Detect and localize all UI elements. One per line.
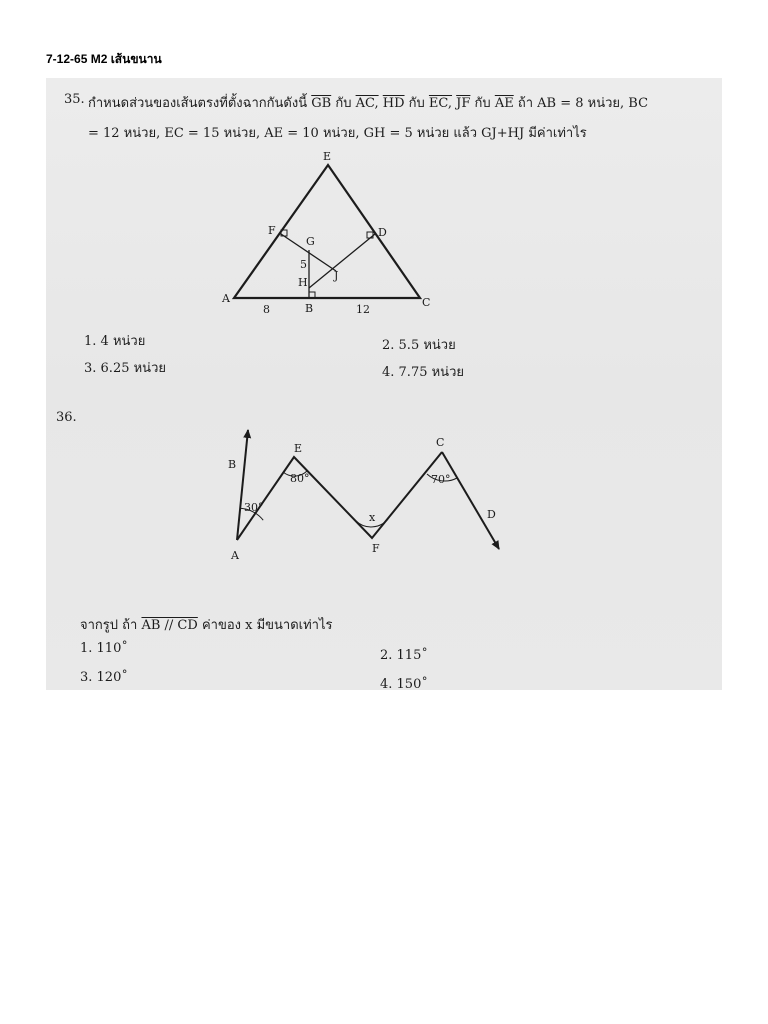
label-g: G bbox=[306, 235, 315, 248]
q36-choice-4: 4. 150˚ bbox=[380, 677, 428, 692]
q36-number: 36. bbox=[56, 410, 77, 425]
label-d: D bbox=[378, 226, 387, 239]
label-f-36: F bbox=[372, 542, 380, 555]
label-a: A bbox=[222, 292, 230, 305]
ray-ab bbox=[237, 430, 248, 540]
q36-prompt-start: จากรูป ถ้า bbox=[80, 618, 138, 633]
vector-parallel-statement: AB // CD bbox=[141, 618, 198, 633]
label-b: B bbox=[305, 302, 314, 315]
label-d-36: D bbox=[487, 508, 496, 521]
segment-ae: $\overline{AE}$ bbox=[494, 96, 514, 111]
label-gh-length: 5 bbox=[300, 258, 307, 271]
q36-choice-1: 1. 110˚ bbox=[80, 641, 128, 656]
q36-choice-3: 3. 120˚ bbox=[80, 670, 128, 685]
q35-choice-4: 4. 7.75 หน่วย bbox=[382, 365, 464, 380]
q35-choice-1: 1. 4 หน่วย bbox=[84, 334, 146, 349]
label-e: E bbox=[323, 150, 332, 163]
q36-prompt-end: ค่าของ x มีขนาดเท่าไร bbox=[201, 618, 333, 633]
label-b-36: B bbox=[228, 458, 237, 471]
q35-statement-line2: = 12 หน่วย, EC = 15 หน่วย, AE = 10 หน่วย, GH = 5 หน่วย แล้ว GJ+HJ มีค่าเท่าไร bbox=[88, 126, 587, 141]
segment-hd: $\overline{HD}$ bbox=[382, 96, 405, 111]
q35-triangle-figure bbox=[234, 165, 420, 298]
segment-gb: $\overline{GB}$ bbox=[311, 96, 332, 111]
page-header: 7-12-65 M2 เส้นขนาน bbox=[46, 52, 162, 66]
label-c-36: C bbox=[436, 436, 445, 449]
label-ab-length: 8 bbox=[263, 303, 270, 316]
segment-ec: EC, bbox=[428, 96, 453, 111]
label-h: H bbox=[298, 276, 308, 289]
q35-kap-2: กับ bbox=[408, 96, 425, 111]
q35-intro: กำหนดส่วนของเส้นตรงที่ตั้งฉากกันดังนี้ bbox=[88, 96, 308, 111]
q35-kap-1: กับ bbox=[335, 96, 352, 111]
angle-label-f: x bbox=[369, 511, 376, 524]
q36-zigzag-figure bbox=[237, 430, 499, 549]
label-e-36: E bbox=[294, 442, 303, 455]
angle-label-c: 70° bbox=[431, 473, 451, 486]
angle-label-e: 80° bbox=[290, 472, 310, 485]
path-a-e-f-c bbox=[237, 452, 442, 540]
q35-kap-3: กับ bbox=[474, 96, 491, 111]
q36-choice-2: 2. 115˚ bbox=[380, 648, 428, 663]
q35-choice-2: 2. 5.5 หน่วย bbox=[382, 338, 456, 353]
label-j: J bbox=[334, 269, 339, 282]
angle-label-a: 30° bbox=[244, 501, 264, 514]
q35-given: ถ้า AB = 8 หน่วย, BC bbox=[517, 96, 649, 111]
q35-number: 35. bbox=[64, 92, 85, 107]
label-f: F bbox=[268, 224, 276, 237]
segment-hd-line bbox=[309, 234, 375, 288]
label-bc-length: 12 bbox=[356, 303, 370, 316]
ray-cd bbox=[442, 452, 499, 549]
q35-figure-labels bbox=[221, 150, 430, 316]
q35-choice-3: 3. 6.25 หน่วย bbox=[84, 361, 166, 376]
segment-ac: AC, bbox=[355, 96, 379, 111]
label-c: C bbox=[422, 296, 431, 309]
segment-jf: $\overline{JF}$ bbox=[456, 96, 471, 111]
q36-figure-labels bbox=[228, 436, 496, 562]
triangle-aec bbox=[234, 165, 420, 298]
label-a-36: A bbox=[231, 549, 239, 562]
